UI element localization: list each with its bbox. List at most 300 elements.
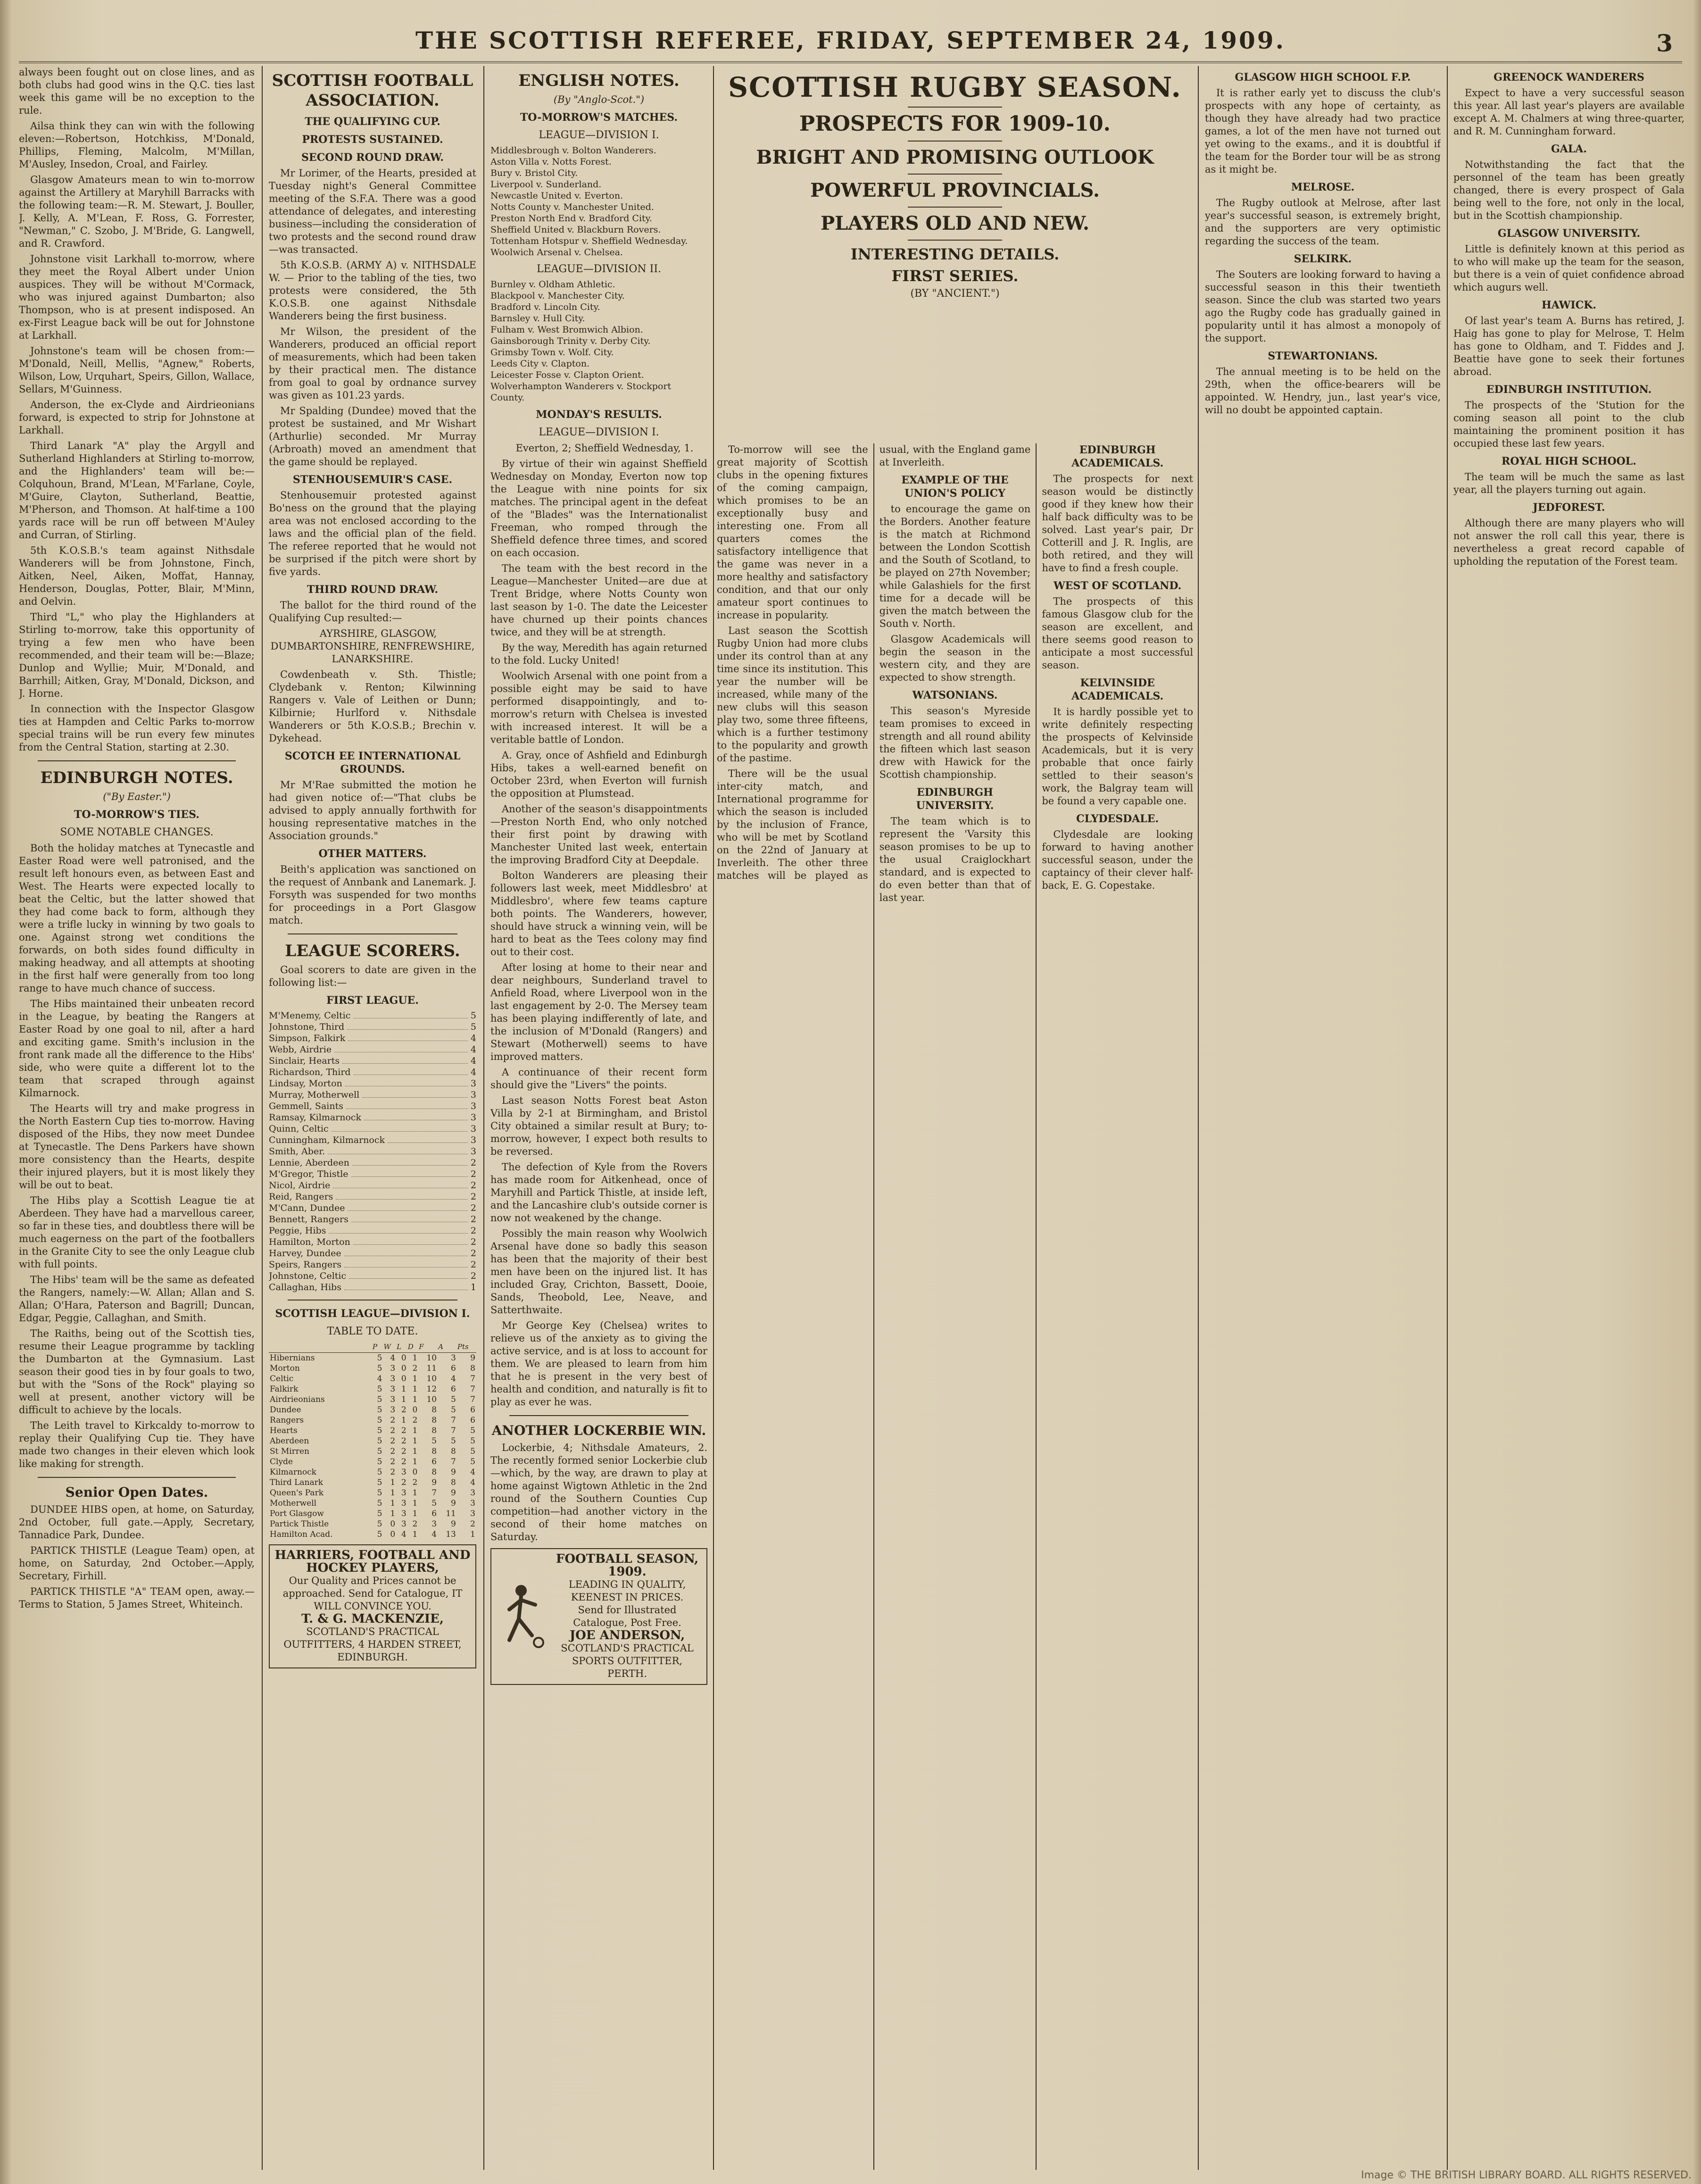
table-cell: 9 — [451, 1499, 456, 1508]
article-text: The annual meeting is to be held on the 29th, when the office-bearers will be appointed. W. Hendry, jun., last year's vice, will no doubt be appointed captain. — [1205, 366, 1441, 416]
table-cell: 3 — [401, 1499, 407, 1508]
table-cell: 7 — [470, 1374, 475, 1384]
table-cell: 5 — [377, 1467, 382, 1477]
sub-heading: GALA. — [1551, 143, 1587, 155]
table-cell: 11 — [426, 1364, 437, 1373]
page-number: 3 — [1656, 29, 1673, 57]
table-row — [269, 1425, 476, 1436]
article-text: A. Gray, once of Ashfield and Edinburgh Hibs, takes a well-earned benefit on October 23rd, when Everton will furnish the opposition at Plumstead. — [490, 750, 707, 799]
table-cell: 1 — [390, 1478, 396, 1487]
section-heading: ENGLISH NOTES. — [518, 71, 680, 90]
headline-deck: INTERESTING DETAILS. — [850, 245, 1060, 263]
fixture-line: Wolverhampton Wanderers v. Stockport County. — [490, 381, 672, 403]
table-row — [269, 1374, 476, 1384]
classified-ad: PARTICK THISTLE (League Team) open, at home, on Saturday, 2nd October.—Apply, Secretary, Firhill. — [19, 1545, 255, 1582]
scorer-name: M'Menemy, Celtic — [269, 1010, 351, 1021]
table-cell: 2 — [412, 1478, 418, 1487]
table-cell: 5 — [470, 1436, 475, 1446]
table-cell: 2 — [412, 1364, 418, 1373]
table-row — [269, 1415, 476, 1425]
leader-dots — [353, 1236, 468, 1245]
sub-heading: WEST OF SCOTLAND. — [1053, 580, 1182, 592]
article-text: The team will be much the same as last year, all the players turning out again. — [1453, 471, 1684, 495]
table-cell: 5 — [451, 1436, 456, 1446]
sub-heading: SECOND ROUND DRAW. — [301, 151, 444, 164]
team-name: Hibernians — [270, 1353, 315, 1363]
article-text: The ballot for the third round of the Qualifying Cup resulted:— — [269, 600, 476, 624]
sub-heading: GREENOCK WANDERERS — [1494, 71, 1644, 83]
article-text: Goal scorers to date are given in the following list:— — [269, 964, 476, 988]
article-text: Expect to have a very successful season this year. All last year's players are available except A. M. Chalmers at wing three-quarter, and R. M. Cunningham forward. — [1453, 87, 1684, 137]
fixture-line: Leeds City v. Clapton. — [490, 358, 590, 369]
fixture-line: Liverpool v. Sunderland. — [490, 179, 602, 190]
scorer-name: Johnstone, Celtic — [269, 1271, 347, 1281]
team-name: Kilmarnock — [270, 1467, 316, 1477]
table-cell: 4 — [390, 1353, 396, 1363]
table-cell: 3 — [390, 1384, 396, 1394]
table-row — [269, 1363, 476, 1374]
table-cell: 5 — [377, 1478, 382, 1487]
scorer-row — [269, 1214, 476, 1225]
table-cell: 3 — [390, 1374, 396, 1384]
scorer-row — [269, 1191, 476, 1202]
divider — [908, 141, 1002, 142]
table-row — [269, 1477, 476, 1488]
article-text: The Hearts will try and make progress in the North Eastern Cup ties to-morrow. Having disposed of the Hibs, they now meet Dundee at Tynecastle. The Dens Parkers have shown more consistency than the Hearts, despite their injured players, but it is most likely they will be out to beat. — [19, 1103, 255, 1191]
leader-dots — [347, 1021, 468, 1030]
scorer-row — [269, 1168, 476, 1180]
table-cell: 8 — [451, 1478, 456, 1487]
leader-dots — [332, 1123, 468, 1132]
advert-name: JOE ANDERSON, — [569, 1628, 685, 1642]
scorer-name: Reid, Rangers — [269, 1192, 333, 1202]
team-name: Partick Thistle — [270, 1519, 329, 1529]
rugby-headline — [719, 71, 1191, 303]
scorer-row — [269, 1236, 476, 1248]
article-text: Mr George Key (Chelsea) writes to relieve us of the anxiety as to giving the active service, and is at loss to account for them. We are pleased to learn from him that he is present in the very best of health and condition, and naturally is fit to play as ever he was. — [490, 1320, 707, 1408]
headline-deck: PROSPECTS FOR 1909-10. — [799, 112, 1111, 136]
table-cell: 5 — [470, 1457, 475, 1467]
sub-heading: OTHER MATTERS. — [318, 848, 427, 860]
article-text: The Leith travel to Kirkcaldy to-morrow to replay their Qualifying Cup tie. They have made two changes in their eleven which look like making for strength. — [19, 1420, 255, 1469]
article-text: Possibly the main reason why Woolwich Arsenal have done so badly this season has been that the majority of their best men have been on the injured list. It has included Gray, Crichton, Bassett, Dooie, Sands, Theobold, Lee, Neave, and Satterthwaite. — [490, 1228, 707, 1316]
fixture-line: Woolwich Arsenal v. Chelsea. — [490, 247, 623, 258]
table-cell: 1 — [401, 1395, 407, 1404]
article-text: 5th K.O.S.B. (ARMY A) v. NITHSDALE W. — Prior to the tabling of the ties, two protests were considered, the 5th K.O.S.B. one against Nithsdale Wanderers being the first business. — [269, 259, 476, 322]
table-cell: 4 — [451, 1374, 456, 1384]
table-cell: 5 — [377, 1436, 382, 1446]
fixture-line: Aston Villa v. Notts Forest. — [490, 157, 612, 167]
scorer-goals: 2 — [470, 1237, 476, 1247]
advert-title: FOOTBALL SEASON, 1909. — [556, 1552, 699, 1579]
divider — [908, 207, 1002, 208]
table-cell: 1 — [412, 1488, 418, 1498]
article-text: The prospects for next season would be distinctly good if they knew how their half back difficulty was to be solved. Last year's pair, Dr Cotterill and J. R. Inglis, are both retired, and they will have to find a fresh couple. — [1042, 473, 1193, 574]
sub-heading: KELVINSIDE ACADEMICALS. — [1071, 677, 1164, 702]
article-text: The defection of Kyle from the Rovers has made room for Aitkenhead, once of Maryhill and Partick Thistle, at inside left, and the Lancashire club's outside corner is now not weakened by the change. — [490, 1161, 707, 1224]
article-text: Last season the Scottish Rugby Union had more clubs under its control than at any time since its institution. This year the number will be increased, while many of the new clubs will this season play two, some three fifteens, which is a further testimony to the popularity and growth of the pastime. — [717, 625, 868, 764]
table-cell: 2 — [390, 1426, 396, 1435]
scorer-goals: 2 — [470, 1192, 476, 1202]
table-cell: 5 — [377, 1509, 382, 1518]
table-cell: 0 — [412, 1467, 418, 1477]
sub-heading: EDINBURGH ACADEMICALS. — [1071, 444, 1164, 469]
leader-dots — [352, 1157, 468, 1166]
table-cell: 8 — [431, 1426, 437, 1435]
table-cell: 10 — [426, 1395, 437, 1404]
table-cell: 1 — [412, 1530, 418, 1539]
advert-address: SCOTLAND'S PRACTICAL SPORTS OUTFITTER, PERTH. — [561, 1642, 694, 1679]
table-cell: 7 — [451, 1416, 456, 1425]
byline: (By "Anglo-Scot.") — [553, 94, 645, 105]
scorer-name: Harvey, Dundee — [269, 1248, 341, 1259]
scorer-name: Gemmell, Saints — [269, 1101, 343, 1111]
table-header-cell: L — [396, 1341, 407, 1353]
article-text: Clydesdale are looking forward to having another successful season, under the captaincy of their clever half-back, E. G. Copestake. — [1042, 829, 1193, 891]
article-text: 5th K.O.S.B.'s team against Nithsdale Wanderers will be from Johnstone, Finch, Aitken, Neel, Aiken, Moffat, Hannay, Henderson, Douglas, Potter, Blair, M'Minn, and Oelvin. — [19, 545, 255, 607]
table-cell: 5 — [451, 1405, 456, 1415]
table-cell: 1 — [390, 1488, 396, 1498]
article-text: Cowdenbeath v. Sth. Thistle; Clydebank v. Renton; Kilwinning Rangers v. Vale of Leithen or Dunn; Kilbirnie; Hurlford v. Nithsdale Wanderers or 5th K.O.S.B.; Brechin v. Dykehead. — [269, 669, 476, 744]
fixture-line: Burnley v. Oldham Athletic. — [490, 279, 615, 290]
table-cell: 2 — [401, 1457, 407, 1467]
table-cell: 3 — [401, 1488, 407, 1498]
leader-dots — [348, 1033, 468, 1041]
section-heading: Senior Open Dates. — [65, 1484, 208, 1500]
table-cell: 1 — [412, 1436, 418, 1446]
advert-text: Send for Illustrated Catalogue, Post Free. — [573, 1604, 681, 1628]
scorer-goals: 2 — [470, 1180, 476, 1191]
scorer-goals: 5 — [470, 1022, 476, 1032]
headline: SCOTTISH RUGBY SEASON. — [728, 71, 1182, 103]
harriers-advert — [269, 1544, 476, 1668]
sub-heading: LEAGUE—DIVISION I. — [539, 129, 659, 141]
headline-deck: PLAYERS OLD AND NEW. — [821, 212, 1089, 234]
table-cell: 1 — [412, 1447, 418, 1456]
leader-dots — [334, 1044, 468, 1052]
section-heading: SCOTTISH FOOTBALL ASSOCIATION. — [272, 71, 473, 110]
article-text: Mr Wilson, the president of the Wanderers, produced an official report of measurements, which had been taken by their practical men. The distance from goal to goal by ordnance survey was given as 101.23 yards. — [269, 326, 476, 401]
article-text: Glasgow Academicals will begin the season in the western city, and they are expected to show strength. — [879, 634, 1031, 683]
leader-dots — [344, 1248, 468, 1256]
article-text: Bolton Wanderers are pleasing their followers last week, meet Middlesbro' at Middlesbro', where few teams capture both points. The Wanderers, however, should have struck a winning vein, will be hard to beat as the Tees colony may find out to their cost. — [490, 870, 707, 958]
headline-deck: POWERFUL PROVINCIALS. — [810, 179, 1100, 201]
classified-ad: PARTICK THISTLE "A" TEAM open, away.—Terms to Station, 5 James Street, Whiteinch. — [19, 1586, 255, 1610]
fixture-line: Tottenham Hotspur v. Sheffield Wednesday. — [490, 236, 688, 246]
team-name: Morton — [270, 1364, 300, 1373]
scorer-name: Quinn, Celtic — [269, 1124, 329, 1134]
table-cell: 1 — [470, 1530, 475, 1539]
fixture-line: Newcastle United v. Everton. — [490, 191, 623, 201]
sub-heading: CLYDESDALE. — [1076, 813, 1159, 825]
table-cell: 2 — [401, 1426, 407, 1435]
table-cell: 1 — [412, 1499, 418, 1508]
table-cell: 1 — [412, 1457, 418, 1467]
scorer-goals: 4 — [470, 1056, 476, 1066]
leader-dots — [333, 1180, 468, 1188]
leader-dots — [329, 1225, 467, 1234]
league-table — [269, 1341, 476, 1540]
table-cell: 5 — [470, 1447, 475, 1456]
table-cell: 5 — [377, 1426, 382, 1435]
scorer-row — [269, 1248, 476, 1259]
table-subtitle: TABLE TO DATE. — [327, 1325, 418, 1337]
article-text: Of last year's team A. Burns has retired, J. Haig has gone to play for Melrose, T. Helm has gone to Oldham, and T. Fiddes and J. Beattie have gone to seek their fortunes abroad. — [1453, 315, 1684, 377]
leader-dots — [342, 1055, 468, 1064]
leader-dots — [349, 1270, 468, 1279]
table-cell: 3 — [470, 1509, 475, 1518]
table-cell: 1 — [401, 1384, 407, 1394]
scorer-goals: 3 — [470, 1101, 476, 1111]
table-cell: 5 — [451, 1395, 456, 1404]
divider — [908, 174, 1002, 175]
table-cell: 7 — [431, 1488, 437, 1498]
leader-dots — [351, 1214, 468, 1222]
table-cell: 5 — [377, 1395, 382, 1404]
article-text: It is rather early yet to discuss the club's prospects with any hope of certainty, as though they have already had two practice games, a lot of the men have not turned out yet owing to the exams., and it is doubtful if the team for the Border tour will be as strong as it might be. — [1205, 87, 1441, 175]
table-cell: 6 — [451, 1364, 456, 1373]
article-text: Woolwich Arsenal with one point from a possible eight may be said to have performed disappointingly, and to-morrow's return with Chelsea is invested with increased interest. It will be a veritable battle of London. — [490, 670, 707, 745]
divider — [908, 240, 1002, 241]
fixture-line: Fulham v. West Bromwich Albion. — [490, 325, 643, 335]
fixture-line: Notts County v. Manchester United. — [490, 202, 654, 212]
scorer-row — [269, 1259, 476, 1270]
column-6 — [1205, 66, 1441, 2170]
article-text: Mr Spalding (Dundee) moved that the protest be sustained, and Mr Wishart (Arthurlie) seconded. Mr Murray (Arbroath) moved an amendment that the game should be replayed. — [269, 405, 476, 467]
table-cell: 6 — [431, 1457, 437, 1467]
scorer-row — [269, 1123, 476, 1134]
scorer-row — [269, 1157, 476, 1168]
scorer-row — [269, 1112, 476, 1123]
table-cell: 4 — [401, 1530, 407, 1539]
table-cell: 2 — [390, 1457, 396, 1467]
article-text: Little is definitely known at this period as to who will make up the team for the season, but there is a vein of quiet confidence abroad which augurs well. — [1453, 243, 1684, 293]
advert-text: LEADING IN QUALITY, KEENEST IN PRICES. — [568, 1579, 686, 1603]
table-row — [269, 1498, 476, 1509]
table-cell: 9 — [451, 1467, 456, 1477]
scorer-name: Richardson, Third — [269, 1067, 351, 1077]
scorer-goals: 1 — [470, 1282, 476, 1292]
scorer-goals: 2 — [470, 1169, 476, 1179]
scorer-goals: 3 — [470, 1124, 476, 1134]
table-header-cell: F — [418, 1341, 438, 1353]
scorer-name: Lindsay, Morton — [269, 1078, 342, 1089]
table-row — [269, 1353, 476, 1364]
fixture-line: Barnsley v. Hull City. — [490, 313, 585, 324]
team-name: Motherwell — [270, 1499, 317, 1508]
scorer-row — [269, 1282, 476, 1293]
table-cell: 5 — [470, 1426, 475, 1435]
sub-heading: THIRD ROUND DRAW. — [307, 584, 439, 596]
table-cell: 0 — [412, 1405, 418, 1415]
fixture-line: Grimsby Town v. Wolf. City. — [490, 347, 614, 358]
table-row — [269, 1384, 476, 1394]
sub-heading: HAWICK. — [1541, 299, 1597, 311]
table-cell: 1 — [412, 1374, 418, 1384]
sub-heading: EDINBURGH UNIVERSITY. — [916, 786, 994, 812]
article-text: The Souters are looking forward to having a successful season in this their twentieth season. Since the club was started two years ago the Rugby code has gradually gained in popularity until it has almost a monopoly of the support. — [1205, 269, 1441, 344]
team-name: Aberdeen — [270, 1436, 309, 1446]
article-text: Beith's application was sanctioned on the request of Annbank and Lanemark. J. Forsyth was suspended for two months for proceedings in a Port Glasgow match. — [269, 864, 476, 926]
table-header-cell: A — [438, 1341, 457, 1353]
article-text: By virtue of their win against Sheffield Wednesday on Monday, Everton now top the League with nine points for six matches. The principal agent in the defeat of the "Blades" was the Internationalist Freeman, who romped through the Sheffield defence three times, and scored on each occasion. — [490, 458, 707, 559]
page-edge-right — [1693, 0, 1701, 2184]
divider — [908, 107, 1002, 108]
team-name: Falkirk — [270, 1384, 299, 1394]
team-name: Port Glasgow — [270, 1509, 324, 1518]
scorer-goals: 3 — [470, 1112, 476, 1123]
scorer-row — [269, 1021, 476, 1033]
table-cell: 2 — [470, 1519, 475, 1529]
article-text: The prospects of this famous Glasgow club for the season are excellent, and there seems good reason to anticipate a most successful season. — [1042, 596, 1193, 671]
table-cell: 4 — [470, 1478, 475, 1487]
table-cell: 12 — [426, 1384, 437, 1394]
scorer-goals: 2 — [470, 1271, 476, 1281]
table-cell: 8 — [451, 1447, 456, 1456]
article-text: Johnstone's team will be chosen from:—M'Donald, Neill, Mellis, "Agnew," Roberts, Wilson, Low, Urquhart, Speirs, Gillon, Wallace, Sellars, M'Guinness. — [19, 345, 255, 395]
result-line: Everton, 2; Sheffield Wednesday, 1. — [515, 442, 694, 454]
scorer-row — [269, 1134, 476, 1146]
leader-dots — [328, 1146, 468, 1154]
page-edge-left — [0, 0, 11, 2184]
leader-dots — [364, 1112, 468, 1120]
table-cell: 1 — [390, 1509, 396, 1518]
scorer-goals: 4 — [470, 1033, 476, 1043]
sub-heading: LEAGUE—DIVISION II. — [536, 263, 662, 275]
table-cell: 2 — [412, 1519, 418, 1529]
byline: ("By Easter.") — [103, 791, 171, 802]
advert-address: SCOTLAND'S PRACTICAL OUTFITTERS, 4 HARDEN STREET, EDINBURGH. — [283, 1626, 462, 1663]
table-cell: 8 — [431, 1405, 437, 1415]
fixture-line: Bradford v. Lincoln City. — [490, 302, 600, 312]
table-cell: 1 — [412, 1426, 418, 1435]
table-cell: 10 — [426, 1374, 437, 1384]
scorer-row — [269, 1225, 476, 1236]
table-row — [269, 1488, 476, 1498]
article-text: always been fought out on close lines, and as both clubs had good wins in the Q.C. ties last week this game will be no exception to the rule. — [19, 67, 255, 116]
advert-text: Our Quality and Prices cannot be approached. Send for Catalogue, IT WILL CONVINCE YOU. — [282, 1575, 463, 1612]
article-text: It is hardly possible yet to write definitely respecting the prospects of Kelvinside Academicals, but it is very probable that once fairly settled to their season's work, the Balgray team will be found a very capable one. — [1042, 706, 1193, 807]
table-cell: 5 — [377, 1530, 382, 1539]
leader-dots — [353, 1010, 468, 1018]
table-cell: 3 — [451, 1353, 456, 1363]
division-1-fixtures — [490, 145, 707, 258]
table-cell: 6 — [470, 1405, 475, 1415]
article-text: Third Lanark "A" play the Argyll and Sutherland Highlanders at Stirling to-morrow, and the Highlanders' team will be:—Colquhoun, Brand, M'Lean, M'Farlane, Coyle, M'Guire, Clayton, Sutherland, Beattie, M'Pherson, and Thomson. At half-time a 100 yards race will be run off between M'Auley and Curran, of Stirling. — [19, 440, 255, 541]
scorer-row — [269, 1202, 476, 1214]
table-cell: 9 — [451, 1488, 456, 1498]
team-name: Airdrieonians — [270, 1395, 325, 1404]
table-cell: 0 — [390, 1519, 396, 1529]
table-cell: 1 — [412, 1509, 418, 1518]
fixture-line: Sheffield United v. Blackburn Rovers. — [490, 225, 661, 235]
scorer-row — [269, 1078, 476, 1089]
scorer-name: M'Cann, Dundee — [269, 1203, 345, 1213]
table-cell: 3 — [390, 1364, 396, 1373]
footballer-figure-icon — [495, 1581, 547, 1652]
leader-dots — [348, 1202, 467, 1211]
table-cell: 4 — [377, 1374, 382, 1384]
table-cell: 5 — [377, 1416, 382, 1425]
team-name: Third Lanark — [270, 1478, 324, 1487]
classified-ad: DUNDEE HIBS open, at home, on Saturday, 2nd October, full gate.—Apply, Secretary, Tannadice Park, Dundee. — [19, 1504, 255, 1541]
table-cell: 8 — [431, 1416, 437, 1425]
scorer-name: Lennie, Aberdeen — [269, 1158, 349, 1168]
sub-heading: THE QUALIFYING CUP. — [305, 116, 440, 128]
scorer-row — [269, 1055, 476, 1067]
column-3 — [490, 66, 707, 2170]
scorer-row — [269, 1089, 476, 1100]
table-cell: 2 — [401, 1478, 407, 1487]
article-text: Johnstone visit Larkhall to-morrow, where they meet the Royal Albert under Union auspices. They will be without M'Cormack, who was injured against Dumbarton; also Thompson, who is at present indisposed. An ex-First League back will be out for Johnstone at Larkhall. — [19, 253, 255, 341]
scorer-goals: 4 — [470, 1044, 476, 1055]
article-text: The Raiths, being out of the Scottish ties, resume their League programme by tackling the Dumbarton at the Gymnasium. Last season their good ties in by four goals to two, but with the "Sons of the Rock" playing so well at present, another victory will be difficult to achieve by the locals. — [19, 1328, 255, 1416]
table-cell: 3 — [401, 1519, 407, 1529]
scorer-name: Ramsay, Kilmarnock — [269, 1112, 362, 1123]
table-cell: 3 — [470, 1488, 475, 1498]
table-cell: 7 — [451, 1426, 456, 1435]
team-name: Hamilton Acad. — [270, 1530, 333, 1539]
section-heading: ANOTHER LOCKERBIE WIN. — [491, 1423, 706, 1438]
table-cell: 6 — [431, 1509, 437, 1518]
table-cell: 1 — [412, 1384, 418, 1394]
fixture-line: Leicester Fosse v. Clapton Orient. — [490, 370, 644, 380]
article-text: Last season Notts Forest beat Aston Villa by 2-1 at Birmingham, and Bristol City obtained a similar result at Bury; to-morrow, however, I expect both results to be reversed. — [490, 1095, 707, 1157]
scorer-name: Speirs, Rangers — [269, 1259, 341, 1270]
team-name: Queen's Park — [270, 1488, 324, 1498]
leader-dots — [336, 1191, 467, 1200]
table-cell: 5 — [377, 1499, 382, 1508]
table-row — [269, 1529, 476, 1540]
section-heading: LEAGUE SCORERS. — [285, 942, 460, 960]
team-name: Hearts — [270, 1426, 298, 1435]
sub-heading: WATSONIANS. — [912, 689, 998, 701]
sub-heading: EDINBURGH INSTITUTION. — [1486, 383, 1652, 396]
article-text: This season's Myreside team promises to exceed in strength and all round ability the fifteen which last season drew with Hawick for the Scottish championship. — [879, 705, 1031, 780]
table-row — [269, 1446, 476, 1457]
table-cell: 6 — [451, 1384, 456, 1394]
scorer-goals: 2 — [470, 1248, 476, 1259]
scorer-row — [269, 1100, 476, 1112]
sub-heading: PROTESTS SUSTAINED. — [302, 133, 443, 146]
table-row — [269, 1509, 476, 1519]
fixture-line: Gainsborough Trinity v. Derby City. — [490, 336, 651, 346]
table-cell: 8 — [470, 1364, 475, 1373]
article-text: There will be the usual inter-city match, and International programme for which the season is included by the inclusion of France, who will be met by Scotland on the 22nd of January at Inverleith. The other three matches will be played as usual, with the England game at Inverleith. — [717, 444, 1031, 881]
article-text: AYRSHIRE, GLASGOW, DUMBARTONSHIRE, RENFREWSHIRE, LANARKSHIRE. — [270, 628, 475, 665]
sub-heading: MELROSE. — [1291, 181, 1355, 193]
column-rule — [1198, 66, 1199, 2170]
table-row — [269, 1467, 476, 1477]
sub-heading: GLASGOW HIGH SCHOOL F.P. — [1235, 71, 1411, 83]
article-text: Glasgow Amateurs mean to win to-morrow against the Artillery at Maryhill Barracks with the following team:—R. M. Stewart, J. Bouller, J. Kelly, A. M'Lean, F. Ross, G. Forrester, "Newman," C. Szobo, J. M'Bride, G. Langwell, and R. Crawford. — [19, 174, 255, 249]
sub-heading: LEAGUE—DIVISION I. — [539, 426, 659, 438]
table-cell: 4 — [431, 1530, 437, 1539]
divider — [509, 1415, 689, 1416]
fixture-line: Bury v. Bristol City. — [490, 168, 578, 178]
table-cell: 6 — [470, 1416, 475, 1425]
table-cell: 3 — [390, 1395, 396, 1404]
table-title: SCOTTISH LEAGUE—DIVISION I. — [275, 1308, 470, 1320]
scorer-name: Callaghan, Hibs — [269, 1282, 341, 1292]
scorer-goals: 4 — [470, 1067, 476, 1077]
table-row — [269, 1457, 476, 1467]
copyright-watermark: Image © THE BRITISH LIBRARY BOARD. ALL RIGHTS RESERVED. — [1361, 2169, 1692, 2181]
sub-heading: JEDFOREST. — [1533, 501, 1605, 514]
table-cell: 7 — [451, 1457, 456, 1467]
leader-dots — [346, 1100, 468, 1109]
table-cell: 0 — [390, 1530, 396, 1539]
